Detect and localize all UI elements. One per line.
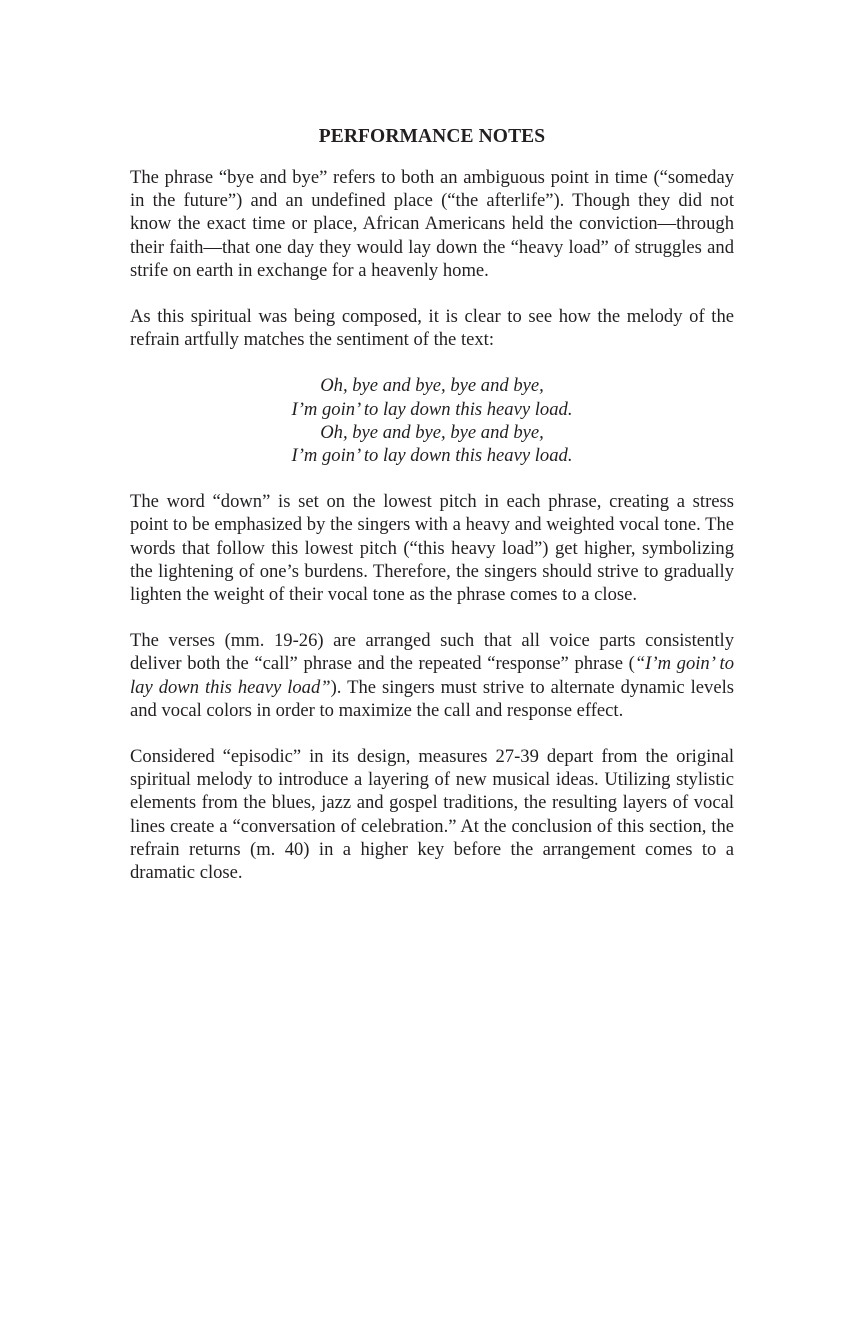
page-title: PERFORMANCE NOTES [318, 126, 546, 147]
paragraph-bye-and-bye-meaning: The phrase “bye and bye” refers to both an ambiguous point in time (“someday in the future”) and an undefined place (“the afterlife”). Though they did not know the exact time or place, African Americans held the conviction—through their faith—that one day they would lay down the “heavy load” of struggles and strife on earth in exchange for a heavenly home. [130, 167, 734, 281]
paragraph-word-down: The word “down” is set on the lowest pitch in each phrase, creating a stress point to be emphasized by the singers with a heavy and weighted vocal tone. The words that follow this lowest pitch (“this heavy load”) get higher, symbolizing the lightening of one’s burdens. Therefore, the singers should strive to gradually lighten the weight of their vocal tone as the phrase comes to a close. [130, 491, 734, 606]
paragraph-verses-call-response [130, 629, 734, 722]
verse-line: I’m goin’ to lay down this heavy load. [291, 398, 573, 420]
verse-line: Oh, bye and bye, bye and bye, [320, 375, 544, 397]
verse-line: Oh, bye and bye, bye and bye, [320, 421, 544, 443]
paragraph-melody-intro: As this spiritual was being composed, it is clear to see how the melody of the refrain artfully matches the sentiment of the text: [130, 306, 734, 351]
verse-line: I’m goin’ to lay down this heavy load. [291, 445, 573, 467]
document-page [130, 124, 734, 907]
paragraph-text: ). The singers must strive to alternate dynamic levels and vocal colors in order to maximize the call and response effect. [130, 676, 734, 721]
paragraph-text: The verses (mm. 19-26) are arranged such that all voice parts consistently deliver both the “call” phrase and the repeated “response” phrase ( [130, 630, 734, 675]
refrain-verse [130, 374, 734, 467]
paragraph-episodic-design: Considered “episodic” in its design, measures 27-39 depart from the original spiritual melody to introduce a layering of new musical ideas. Utilizing stylistic elements from the blues, jazz and gospel traditions, the resulting layers of vocal lines create a “conversation of celebration.” At the conclusion of this section, the refrain returns (m. 40) in a higher key before the arrangement comes to a dramatic close. [130, 746, 734, 884]
italic-quote: “I’m goin’ to lay down this heavy load” [130, 653, 734, 698]
